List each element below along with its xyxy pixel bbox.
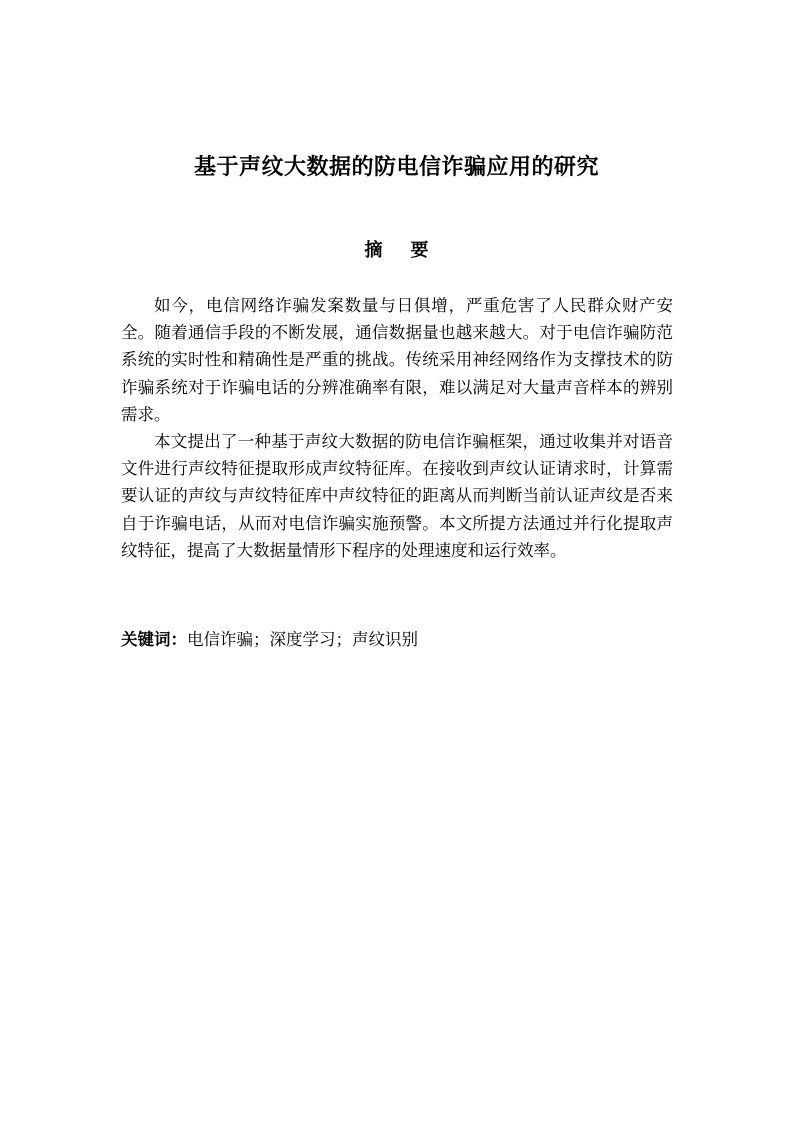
keywords-line <box>121 626 673 654</box>
abstract-paragraph-2: 本文提出了一种基于声纹大数据的防电信诈骗框架，通过收集并对语音文件进行声纹特征提取形成声纹特征库。在接收到声纹认证请求时，计算需要认证的声纹与声纹特征库中声纹特征的距离从而判断当前认证声纹是否来自于诈骗电话，从而对电信诈骗实施预警。本文所提方法通过并行化提取声纹特征，提高了大数据量情形下程序的处理速度和运行效率。 <box>121 432 673 560</box>
paper-title: 基于声纹大数据的防电信诈骗应用的研究 <box>193 155 599 180</box>
keywords-text: 电信诈骗；深度学习；声纹识别 <box>187 630 418 649</box>
abstract-paragraph-1: 如今，电信网络诈骗发案数量与日俱增，严重危害了人民群众财产安全。随着通信手段的不断发展，通信数据量也越来越大。对于电信诈骗防范系统的实时性和精确性是严重的挑战。传统采用神经网络作为支撑技术的防诈骗系统对于诈骗电话的分辨准确率有限，难以满足对大量声音样本的辨别需求。 <box>121 296 673 424</box>
abstract-body <box>121 292 673 564</box>
abstract-heading: 摘要 <box>364 240 457 261</box>
keywords-label: 关键词： <box>121 630 187 649</box>
